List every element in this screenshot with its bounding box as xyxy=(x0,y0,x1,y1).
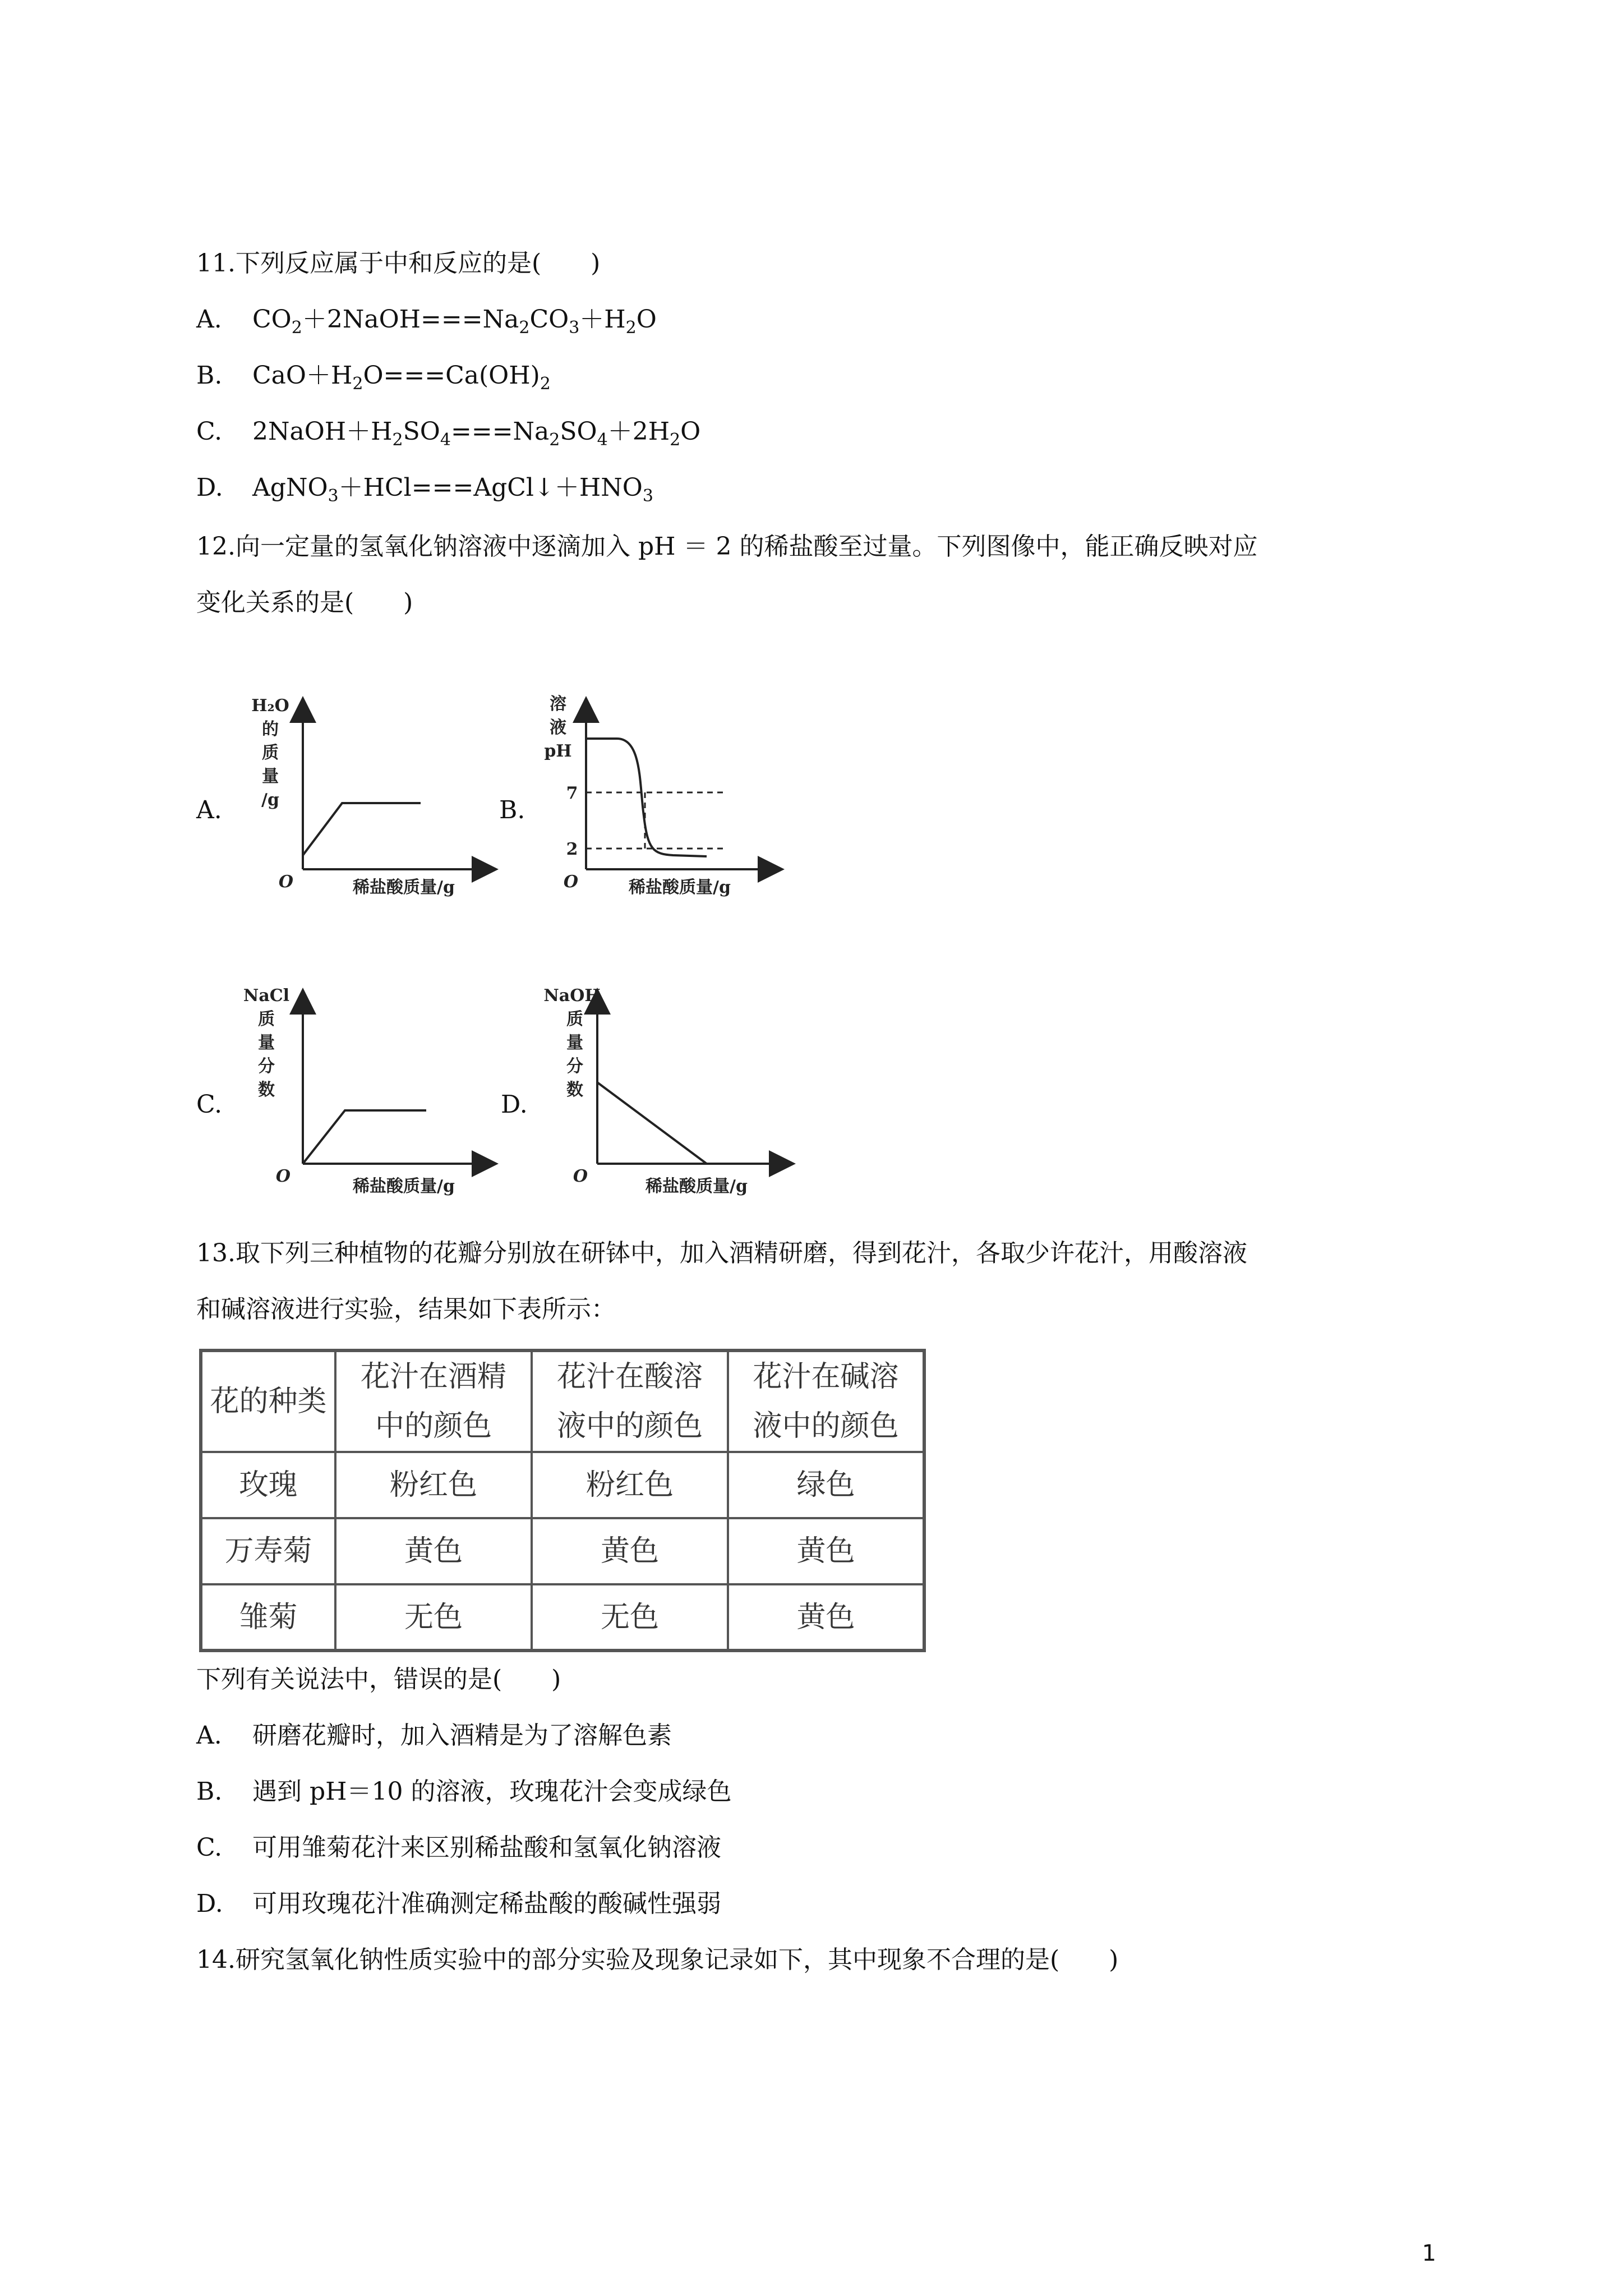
table-cell: 黄色 xyxy=(532,1518,728,1584)
q13-option-d xyxy=(196,1887,721,1921)
graph-b-tick-2: 2 xyxy=(566,840,578,859)
graph-d-ylabel-0: NaOH xyxy=(543,986,601,1006)
graph-b-tick-7: 7 xyxy=(566,783,578,803)
graph-b xyxy=(538,693,791,914)
q12-stem-line2: 变化关系的是( ) xyxy=(196,588,413,617)
graph-a-letter: A. xyxy=(196,796,222,824)
graph-c xyxy=(236,984,505,1209)
q11-stem: 11.下列反应属于中和反应的是( ) xyxy=(196,249,601,278)
table-cell: 黄色 xyxy=(335,1518,532,1584)
q13-stem-line2: 和碱溶液进行实验，结果如下表所示： xyxy=(196,1295,616,1324)
graph-a xyxy=(241,695,505,914)
graph-c-ylabel-4: 数 xyxy=(258,1080,275,1100)
table-cell: 绿色 xyxy=(728,1452,924,1518)
graph-c-origin: O xyxy=(275,1167,291,1186)
graph-d-ylabel-2: 量 xyxy=(566,1033,583,1053)
table-row xyxy=(201,1518,924,1584)
option-letter: D. xyxy=(196,473,223,502)
graph-c-ylabel-0: NaCl xyxy=(243,986,290,1006)
option-text: 可用雏菊花汁来区别稀盐酸和氢氧化钠溶液 xyxy=(252,1833,721,1862)
graph-c-letter: C. xyxy=(196,1090,223,1119)
graph-b-ylabel-2: pH xyxy=(544,741,572,761)
q11-option-c: C. $2NaOH+H_2SO_4===Na_2SO_4+2H_2O$ xyxy=(196,415,700,449)
table-row xyxy=(201,1584,924,1650)
graph-b-letter: B. xyxy=(499,796,525,824)
graph-a-ylabel-1: 的 xyxy=(262,720,279,739)
q12-stem-line1: 12.向一定量的氢氧化钠溶液中逐滴加入 pH ＝ 2 的稀盐酸至过量。下列图像中，能正确反映对应 xyxy=(196,532,1258,561)
graph-b-ylabel-0: 溶 xyxy=(550,694,566,714)
q11-option-b: B. $CaO+H_2O===Ca(OH)_2$ xyxy=(196,359,551,393)
flower-color-table xyxy=(199,1349,926,1652)
page-number: 1 xyxy=(1422,2240,1436,2266)
table-header-cell: 花汁在酸溶 液中的颜色 xyxy=(532,1350,728,1452)
graph-a-ylabel-4: /g xyxy=(261,790,279,810)
graph-d-letter: D. xyxy=(501,1090,528,1119)
table-cell: 万寿菊 xyxy=(201,1518,335,1584)
graph-d-ylabel-3: 分 xyxy=(566,1057,583,1076)
q11-option-d: D. $AgNO_3+HCl===AgCl↓+HNO_3$ xyxy=(196,471,653,505)
table-cell: 粉红色 xyxy=(335,1452,532,1518)
table-cell: 无色 xyxy=(335,1584,532,1650)
graph-d-xlabel: 稀盐酸质量/g xyxy=(645,1177,748,1196)
q13-option-c xyxy=(196,1831,721,1865)
table-cell: 黄色 xyxy=(728,1518,924,1584)
graph-a-origin: O xyxy=(278,872,294,892)
graph-d-origin: O xyxy=(573,1167,588,1186)
q13-question: 下列有关说法中，错误的是( ) xyxy=(196,1665,561,1694)
option-letter: D. xyxy=(196,1889,223,1918)
graph-a-ylabel-0: H₂O xyxy=(251,696,289,716)
table-header-cell: 花的种类 xyxy=(201,1350,335,1452)
table-row xyxy=(201,1452,924,1518)
graph-c-ylabel-3: 分 xyxy=(258,1057,275,1076)
table-header-cell: 花汁在酒精 中的颜色 xyxy=(335,1350,532,1452)
graph-b-xlabel: 稀盐酸质量/g xyxy=(629,878,731,897)
table-cell: 雏菊 xyxy=(201,1584,335,1650)
graph-d xyxy=(538,984,802,1209)
q14-stem: 14.研究氢氧化钠性质实验中的部分实验及现象记录如下，其中现象不合理的是( ) xyxy=(196,1945,1119,1974)
option-text: 可用玫瑰花汁准确测定稀盐酸的酸碱性强弱 xyxy=(252,1889,721,1918)
graph-a-ylabel-3: 量 xyxy=(262,767,279,786)
option-text: 研磨花瓣时，加入酒精是为了溶解色素 xyxy=(252,1721,672,1750)
graph-a-ylabel-2: 质 xyxy=(262,743,279,763)
graph-d-ylabel-4: 数 xyxy=(566,1080,583,1100)
table-cell: 玫瑰 xyxy=(201,1452,335,1518)
table-cell: 无色 xyxy=(532,1584,728,1650)
graph-a-xlabel: 稀盐酸质量/g xyxy=(353,878,455,897)
graph-d-ylabel-1: 质 xyxy=(566,1009,583,1029)
table-cell: 黄色 xyxy=(728,1584,924,1650)
table-header-cell: 花汁在碱溶 液中的颜色 xyxy=(728,1350,924,1452)
option-text: 遇到 pH＝10 的溶液，玫瑰花汁会变成绿色 xyxy=(252,1777,732,1806)
q11-option-a: A. $CO_2+2NaOH===Na_2CO_3+H_2O$ xyxy=(196,303,657,336)
graph-c-xlabel: 稀盐酸质量/g xyxy=(353,1177,455,1196)
q13-stem-line1: 13.取下列三种植物的花瓣分别放在研钵中，加入酒精研磨，得到花汁，各取少许花汁，用酸溶液 xyxy=(196,1239,1247,1267)
graph-b-ylabel-1: 液 xyxy=(550,718,566,737)
option-letter: A. xyxy=(196,1721,222,1750)
option-letter: A. xyxy=(196,305,222,334)
graph-c-ylabel-2: 量 xyxy=(258,1033,275,1053)
table-header-row xyxy=(201,1350,924,1452)
q13-option-a xyxy=(196,1719,672,1753)
table-cell: 粉红色 xyxy=(532,1452,728,1518)
option-letter: C. xyxy=(196,417,223,446)
graph-b-origin: O xyxy=(563,872,579,892)
option-letter: B. xyxy=(196,1777,223,1806)
q13-option-b xyxy=(196,1775,732,1809)
option-letter: C. xyxy=(196,1833,223,1862)
graph-c-ylabel-1: 质 xyxy=(258,1009,275,1029)
option-letter: B. xyxy=(196,361,223,390)
